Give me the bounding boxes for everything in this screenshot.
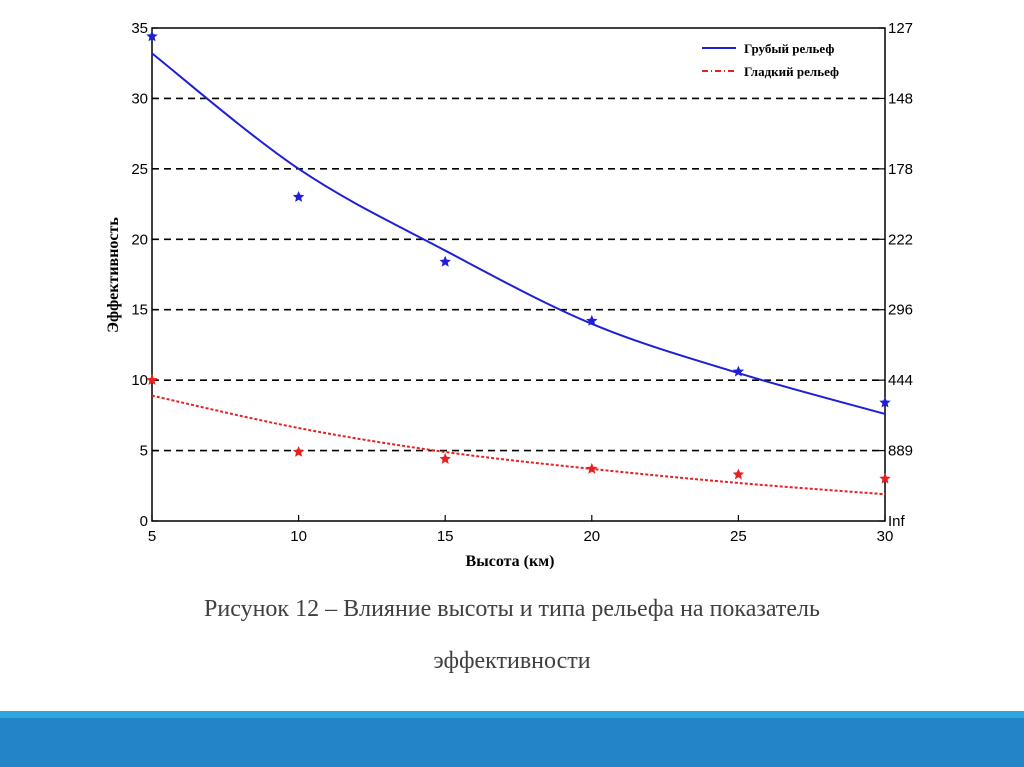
legend-label-rough: Грубый рельеф [744,41,835,56]
y2-tick-label: Inf [888,513,905,530]
figure-caption-line1: Рисунок 12 – Влияние высоты и типа рельефа на показатель [204,596,820,622]
y-tick-label: 35 [131,20,148,37]
y2-tick-label: 178 [888,160,914,178]
series-line-1 [152,396,885,495]
plot-frame [152,28,885,521]
footer-bar-light [0,711,1024,718]
legend-label-smooth: Гладкий рельеф [744,64,839,79]
x-tick-label: 30 [876,528,894,545]
y-tick-label: 5 [139,442,148,460]
y2-tick-label: 444 [888,372,914,390]
series-line-0 [152,53,885,414]
y-tick-label: 20 [131,231,148,249]
x-tick-label: 10 [290,528,307,545]
y2-tick-label: 127 [888,20,914,37]
series [146,31,890,495]
y-tick-label: 0 [139,513,148,530]
y2-tick-label: 222 [888,231,914,249]
x-tick-label: 20 [583,528,601,545]
data-point-star [440,453,451,464]
x-tick-label: 5 [147,528,157,545]
data-point-star [733,469,744,480]
legend [702,41,839,79]
y-tick-label: 15 [131,301,148,319]
footer-bar-dark [0,718,1024,767]
data-point-star [586,463,597,474]
x-axis-label: Высота (км) [465,553,555,570]
data-point-star [293,446,304,457]
y-tick-label: 10 [131,372,148,390]
y-tick-label: 25 [131,160,148,178]
figure-caption-line2: эффективности [433,648,591,674]
y-tick-label: 30 [131,90,148,108]
y2-tick-label: 148 [888,90,914,108]
y2-tick-label: 889 [888,442,914,460]
y2-tick-label: 296 [888,301,914,319]
y-axis-label: Эффективность [105,217,122,333]
x-tick-label: 25 [730,528,747,545]
grid-lines [152,98,885,450]
data-point-star [293,191,304,202]
data-point-star [440,256,451,267]
x-tick-label: 15 [436,528,454,545]
